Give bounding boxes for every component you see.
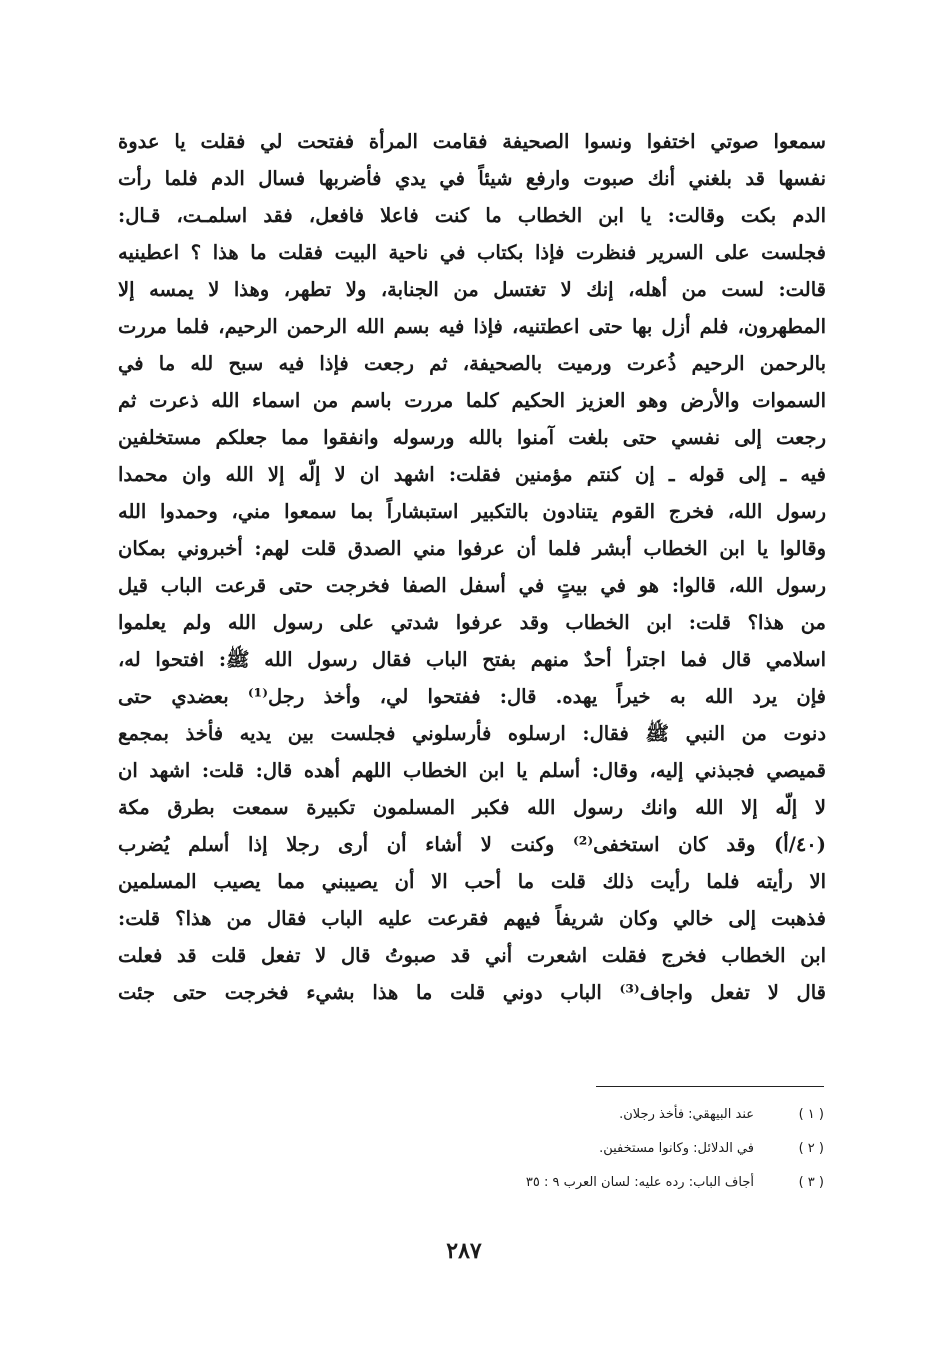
text-line: بالرحمن الرحيم ذُعرت ورميت بالصحيفة، ثم رجعت فإذا فيه سبح لله ما في <box>118 352 826 375</box>
text-line: اسلامي قال فما اجترأ أحدٌ منهم بفتح الباب فقال رسول الله ﷺ: افتحوا له، <box>118 648 826 671</box>
text-line: فجلست على السرير فنظرت فإذا بكتاب في ناحية البيت فقلت ما هذا ؟ اعطينيه <box>118 241 826 264</box>
text-line: قالت: لست من أهله، إنك لا تغتسل من الجنابة، ولا تطهر، وهذا لا يمسه إلا <box>118 278 826 301</box>
footnote-number: ( ٢ ) <box>798 1141 824 1156</box>
footnote-text: في الدلائل: وكانوا مستخفين. <box>599 1141 754 1156</box>
footnotes <box>300 1098 828 1200</box>
text-line: رسول الله، فخرج القوم يتنادون بالتكبير استبشاراً بما سمعوا مني، وحمدوا الله <box>118 500 826 523</box>
text-line: قال لا تفعل واجاف⁽³⁾ الباب دوني قلت ما هذا بشيء فخرجت حتى جئت <box>118 981 826 1004</box>
main-text <box>118 123 826 1011</box>
text-line: رجعت إلى نفسي حتى بلغت آمنوا بالله ورسوله وانفقوا مما جعلكم مستخلفين <box>118 426 826 449</box>
text-line: الدم بكت وقالت: يا ابن الخطاب ما كنت فاعلا فافعل، فقد اسلمـت، قـال: <box>118 204 826 227</box>
text-line: فيه ـ إلى قوله ـ إن كنتم مؤمنين فقلت: اشهد ان لا إلّه إلا الله وان محمدا <box>118 463 826 486</box>
text-line: رسول الله، قالوا: هو في بيتٍ في أسفل الصفا فخرجت حتى قرعت الباب قيل <box>118 574 826 597</box>
text-line: لا إلّه إلا الله وانك رسول الله فكبر المسلمون تكبيرة سمعت بطرق مكة <box>118 796 826 819</box>
text-line: ابن الخطاب فخرج فقلت اشعرت أني قد صبوتُ قال لا تفعل قلت قد فعلت <box>118 944 826 967</box>
text-line: نفسها قد بلغني أنك صبوت وارفع شيئاً في يدي فأضربها فسال الدم فلما رأت <box>118 167 826 190</box>
text-line: قميصي فجبذني إليه، وقال: أسلم يا ابن الخطاب اللهم أهده قال: قلت: اشهد ان <box>118 759 826 782</box>
text-line: دنوت من النبي ﷺ فقال: ارسلوه فأرسلوني فجلست بين يديه فأخذ بمجمع <box>118 722 826 745</box>
footnote-text: عند البيهقي: فأخذ رجلان. <box>619 1107 754 1122</box>
text-line: فإن يرد الله به خيراً يهده. قال: ففتحوا لي، وأخذ رجل⁽¹⁾ بعضدي حتى <box>118 685 826 708</box>
text-line: المطهرون، فلم أزل بها حتى اعطتنيه، فإذا فيه بسم الله الرحمن الرحيم، فلما مررت <box>118 315 826 338</box>
footnote-number: ( ١ ) <box>798 1107 824 1122</box>
text-line: سمعوا صوتي اختفوا ونسوا الصحيفة فقامت المرأة ففتحت لي فقلت يا عدوة <box>118 130 826 153</box>
text-line: (٤٠/أ) وقد كان استخفى⁽²⁾ وكنت لا أشاء أن أرى رجلا إذا أسلم يُضرب <box>118 833 826 856</box>
page-number: ٢٨٧ <box>446 1238 482 1264</box>
footnote-number: ( ٣ ) <box>798 1175 824 1190</box>
text-line: الا رأيته فلما رأيت ذلك قلت ما أحب الا أن يصيبني مما يصيب المسلمين <box>118 870 826 893</box>
text-line: من هذا؟ قلت: ابن الخطاب وقد عرفوا شدتي على رسول الله ولم يعلموا <box>118 611 826 634</box>
footnote-divider <box>596 1086 824 1087</box>
text-line: السموات والأرض وهو العزيز الحكيم كلما مررت باسم من اسماء الله ذعرت ثم <box>118 389 826 412</box>
footnote <box>300 1132 828 1166</box>
footnote-text: أجاف الباب: رده عليه: لسان العرب ٩ : ٣٥ <box>525 1175 754 1190</box>
text-line: وقالوا يا ابن الخطاب أبشر فلما أن عرفوا مني الصدق قلت لهم: أخبروني بمكان <box>118 537 826 560</box>
text-line: فذهبت إلى خالي وكان شريفاً فيهم فقرعت عليه الباب فقال من هذا؟ قلت: <box>118 907 826 930</box>
footnote <box>300 1098 828 1132</box>
footnote <box>300 1166 828 1200</box>
